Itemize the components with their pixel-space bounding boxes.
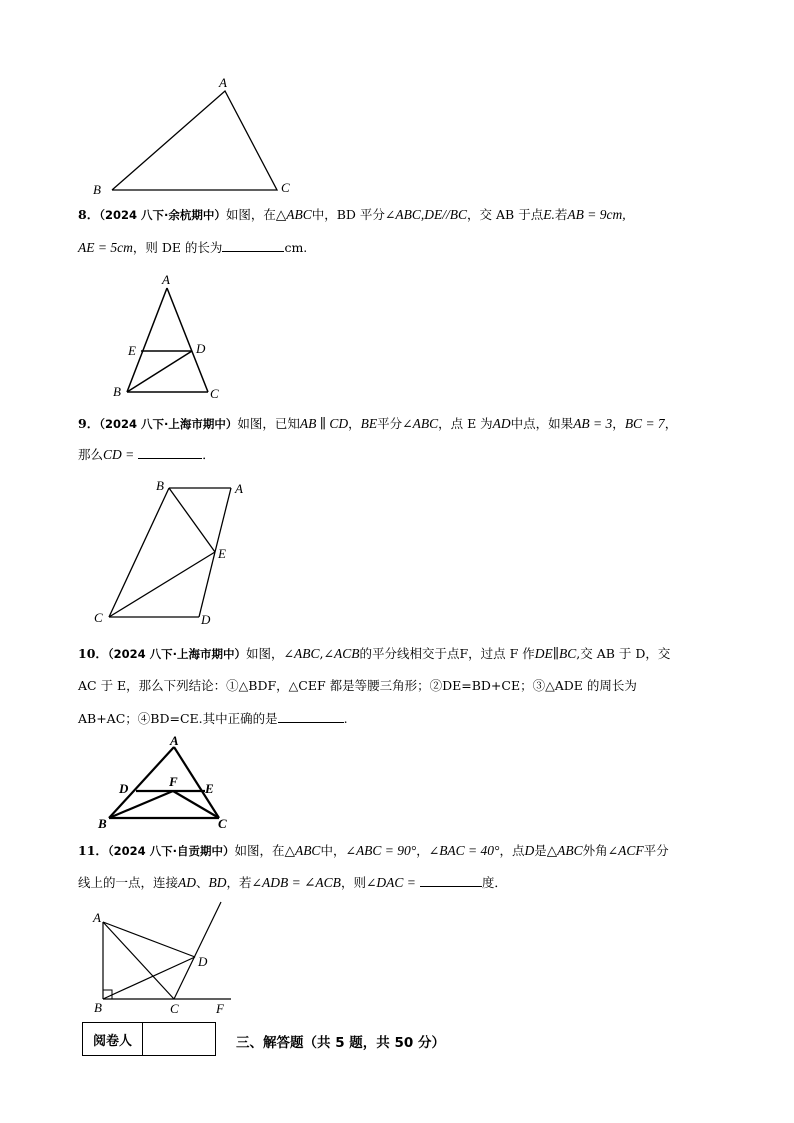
- math: AB = 3: [573, 416, 613, 431]
- text: ，若∠: [226, 875, 263, 890]
- math: △ABC: [275, 207, 312, 222]
- text: ，∠: [416, 843, 440, 858]
- question-number: 10．: [78, 646, 108, 661]
- question-11: [78, 843, 738, 891]
- grader-label: 阅卷人: [83, 1023, 143, 1056]
- math: AB = 9cm,: [567, 207, 626, 222]
- question-number: 9．: [78, 416, 100, 431]
- text: 若: [554, 207, 568, 222]
- text: ，点 E 为: [438, 416, 493, 431]
- label-a: A: [235, 481, 243, 496]
- math: D: [524, 843, 535, 858]
- text: 、: [196, 875, 209, 890]
- question-8-line-1: [78, 207, 738, 223]
- text: 外角∠: [582, 843, 619, 858]
- math: BD: [208, 875, 227, 890]
- text: 中点，如果: [510, 416, 574, 431]
- question-10-line-3: [78, 710, 738, 727]
- figure-q8-svg: [110, 272, 230, 402]
- question-8: [78, 207, 738, 256]
- text: ，: [664, 416, 678, 431]
- question-8-line-2: [78, 239, 738, 256]
- question-source: （2024 八下·上海市期中）: [107, 647, 247, 661]
- text: ,交 AB 于 D，交: [576, 646, 671, 661]
- triangle-abc-svg: [90, 72, 310, 202]
- label-f: F: [216, 1001, 224, 1016]
- math: △ABC: [284, 843, 321, 858]
- math: CD =: [103, 447, 135, 462]
- triangle-abc-lines: [112, 91, 277, 190]
- math: ACF: [618, 843, 644, 858]
- math: AD: [492, 416, 511, 431]
- text: ，点: [499, 843, 525, 858]
- label-c: C: [218, 816, 227, 831]
- text: ．: [202, 447, 215, 462]
- label-c: C: [94, 610, 103, 625]
- figure-triangle-abc: [90, 72, 310, 202]
- label-b: B: [94, 1000, 102, 1015]
- right-angle-mark: [103, 990, 112, 999]
- math: BE: [360, 416, 378, 431]
- math: ABC,DE//BC: [395, 207, 468, 222]
- math: BC = 7: [624, 416, 665, 431]
- text: 如图，在: [225, 207, 276, 222]
- figure-q11-svg: [90, 898, 250, 1023]
- math: DE∥BC: [534, 646, 577, 661]
- figure-q10: [92, 734, 242, 834]
- figure-q10-svg: [92, 734, 242, 834]
- text: ,∠: [319, 646, 334, 661]
- question-source: （2024 八下·上海市期中）: [99, 417, 238, 431]
- answer-blank[interactable]: [420, 874, 482, 887]
- label-c: C: [210, 386, 219, 401]
- math: ABC: [412, 416, 439, 431]
- text: ，则∠: [340, 875, 377, 890]
- label-d: D: [198, 954, 208, 969]
- math: AD: [178, 875, 197, 890]
- text: 如图，在: [234, 843, 285, 858]
- label-b: B: [98, 816, 107, 831]
- label-a: A: [170, 733, 179, 748]
- text: 如图，∠: [246, 646, 295, 661]
- text: 那么: [78, 447, 104, 462]
- question-9: [78, 416, 738, 463]
- grader-box: [82, 1022, 216, 1056]
- text: .: [343, 711, 348, 726]
- math: ABC = 90°: [355, 843, 417, 858]
- text: 线上的一点，连接: [78, 875, 179, 890]
- math: BAC = 40°: [439, 843, 500, 858]
- math: AE = 5cm: [78, 240, 133, 255]
- question-11-line-2: [78, 874, 738, 891]
- text: ，则 DE 的长为: [132, 240, 223, 255]
- answer-blank[interactable]: [222, 239, 284, 252]
- grader-value[interactable]: [143, 1023, 216, 1056]
- math: AB ∥ CD: [299, 416, 349, 431]
- text: 中，BD 平分∠: [311, 207, 396, 222]
- answer-blank[interactable]: [278, 710, 344, 723]
- figure-q9: [90, 476, 260, 631]
- figure-q11: [90, 898, 250, 1023]
- label-b: B: [93, 182, 101, 197]
- math: DAC =: [376, 875, 416, 890]
- math: E.: [543, 207, 555, 222]
- label-b: B: [113, 384, 121, 399]
- text: 平分: [643, 843, 669, 858]
- text: ，交 AB 于点: [467, 207, 544, 222]
- question-9-line-2: [78, 446, 738, 463]
- label-a: A: [219, 75, 227, 90]
- label-f: F: [169, 774, 178, 789]
- label-a: A: [162, 272, 170, 287]
- label-e: E: [218, 546, 226, 561]
- label-d: D: [119, 781, 129, 796]
- text: 如图，已知: [237, 416, 300, 431]
- label-d: D: [196, 341, 206, 356]
- question-source: （2024 八下·余杭期中）: [99, 208, 226, 222]
- label-a: A: [93, 910, 101, 925]
- math: △ABC: [546, 843, 583, 858]
- answer-blank[interactable]: [138, 446, 202, 459]
- question-11-line-1: [78, 843, 738, 859]
- question-9-line-1: [78, 416, 738, 432]
- section-title: 三、解答题（共 5 题，共 50 分）: [236, 1035, 445, 1051]
- math: ABC: [294, 646, 320, 661]
- question-10-line-2: [78, 678, 738, 694]
- text: 度．: [481, 875, 507, 890]
- text: ，: [348, 416, 361, 431]
- text: 中，∠: [320, 843, 356, 858]
- text: cm.: [284, 240, 308, 255]
- label-b: B: [156, 478, 164, 493]
- label-c: C: [281, 180, 290, 195]
- question-number: 8．: [78, 207, 100, 222]
- question-source: （2024 八下·自贡期中）: [107, 844, 235, 858]
- figure-q8: [110, 272, 230, 402]
- question-10-line-1: [78, 646, 738, 662]
- question-number: 11．: [78, 843, 108, 858]
- text: ，: [612, 416, 625, 431]
- label-e: E: [128, 343, 136, 358]
- text: AB+AC；④BD=CE.其中正确的是: [78, 711, 278, 726]
- text: 的平分线相交于点F，过点 F 作: [359, 646, 535, 661]
- text: 平分∠: [377, 416, 413, 431]
- text: 是: [534, 843, 547, 858]
- text: AC 于 E，那么下列结论：①△BDF，△CEF 都是等腰三角形；②DE=BD+CE；③△ADE 的周长为: [78, 678, 637, 693]
- figure-q9-svg: [90, 476, 260, 631]
- math: ADB = ∠ACB: [262, 875, 341, 890]
- label-e: E: [205, 781, 214, 796]
- question-10: [78, 646, 738, 727]
- label-c: C: [170, 1001, 179, 1016]
- math: ACB: [333, 646, 360, 661]
- label-d: D: [201, 612, 211, 627]
